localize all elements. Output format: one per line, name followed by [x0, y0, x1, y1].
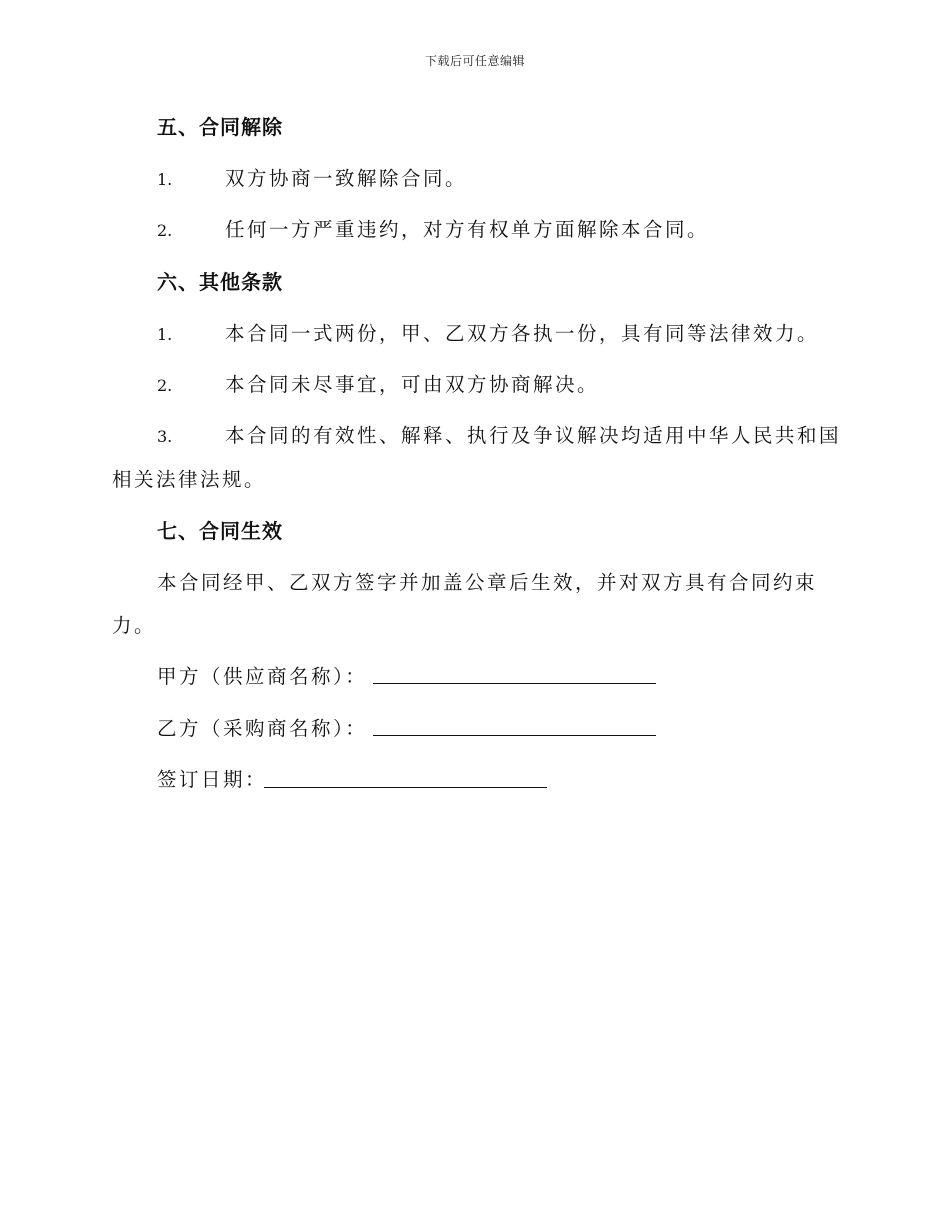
- item-number: 1.: [157, 170, 173, 189]
- party-b-label: 乙方（采购商名称）：: [157, 717, 368, 740]
- item-text: 双方协商一致解除合同。: [225, 167, 468, 190]
- page-header: 下载后可任意编辑: [424, 54, 525, 68]
- item-number: 2.: [157, 221, 173, 240]
- section-heading-termination: 五、合同解除: [157, 115, 283, 139]
- item-text-continuation: 相关法律法规。: [112, 468, 267, 491]
- item-text: 本合同未尽事宜，可由双方协商解决。: [225, 373, 600, 396]
- item-text: 本合同一式两份，甲、乙双方各执一份，具有同等法律效力。: [225, 322, 820, 345]
- paragraph-line: 本合同经甲、乙双方签字并加盖公章后生效，并对双方具有合同约束: [157, 571, 818, 594]
- section-heading-effect: 七、合同生效: [157, 519, 283, 543]
- party-a-signature-line: [373, 683, 656, 684]
- item-text: 本合同的有效性、解释、执行及争议解决均适用中华人民共和国: [225, 424, 842, 447]
- item-text: 任何一方严重违约，对方有权单方面解除本合同。: [225, 218, 710, 241]
- signing-date-line: [264, 787, 547, 788]
- paragraph-line-continuation: 力。: [112, 614, 157, 637]
- party-a-label: 甲方（供应商名称）：: [157, 665, 368, 688]
- item-number: 2.: [157, 376, 173, 395]
- party-b-signature-line: [373, 735, 656, 736]
- item-number: 1.: [157, 325, 173, 344]
- section-heading-other: 六、其他条款: [157, 270, 283, 294]
- signing-date-label: 签订日期：: [157, 768, 268, 791]
- item-number: 3.: [157, 427, 173, 446]
